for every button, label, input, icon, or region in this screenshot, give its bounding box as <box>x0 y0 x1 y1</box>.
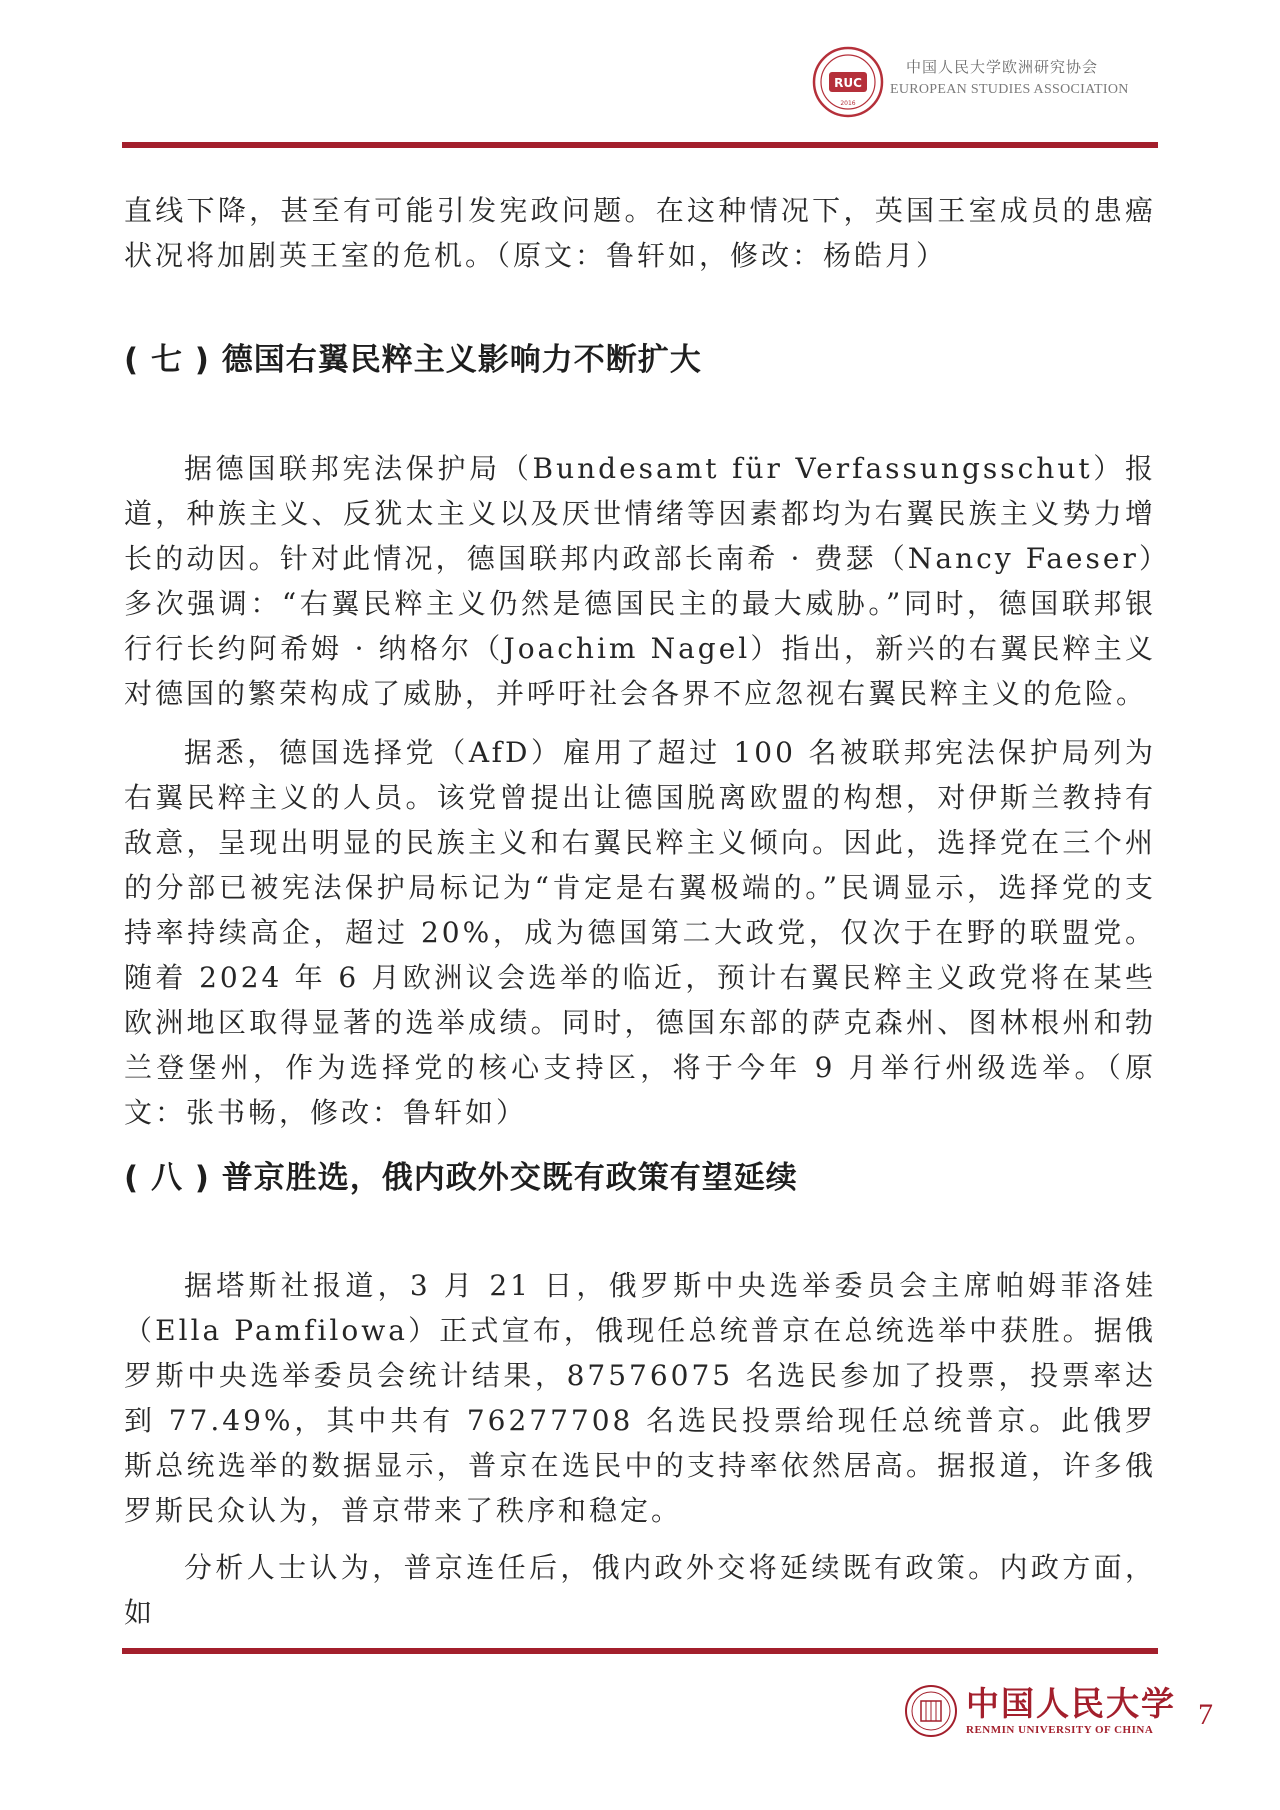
university-name-en: RENMIN UNIVERSITY OF CHINA <box>966 1724 1154 1736</box>
section-heading-7: ( 七 ) 德国右翼民粹主义影响力不断扩大 <box>124 342 702 378</box>
footer-divider <box>122 1648 1158 1654</box>
paragraph-analysis: 分析人士认为，普京连任后，俄内政外交将延续既有政策。内政方面，如 <box>124 1551 1156 1629</box>
section-heading-8: ( 八 ) 普京胜选，俄内政外交既有政策有望延续 <box>124 1160 798 1196</box>
paragraph-putin-election: 据塔斯社报道，3 月 21 日，俄罗斯中央选举委员会主席帕姆菲洛娃（Ella Pamfilowa）正式宣布，俄现任总统普京在总统选举中获胜。据俄罗斯中央选举委员会统计结果，87576075 名选民参加了投票，投票率达到 77.49%，其中共有 76277708 名选民投票给现任总统普京。此俄罗斯总统选举的数据显示，普京在选民中的支持率依然居高。据报道，许多俄罗斯民众认为，普京带来了秩序和稳定。 <box>124 1269 1156 1527</box>
paragraph-uk-royal-crisis: 直线下降，甚至有可能引发宪政问题。在这种情况下，英国王室成员的患癌状况将加剧英王室的危机。（原文：鲁轩如，修改：杨皓月） <box>124 194 1156 272</box>
logo-label: RUC <box>834 76 862 90</box>
page-number: 7 <box>1198 1698 1213 1731</box>
association-name-cn: 中国人民大学欧洲研究协会 <box>906 58 1099 76</box>
university-seal-icon <box>904 1684 958 1738</box>
association-logo <box>812 46 884 118</box>
paragraph-germany-right-wing: 据德国联邦宪法保护局（Bundesamt für Verfassungsschut）报道，种族主义、反犹太主义以及厌世情绪等因素都均为右翼民族主义势力增长的动因。针对此情况，德国联邦内政部长南希 · 费瑟（Nancy Faeser）多次强调：“右翼民粹主义仍然是德国民主的最大威胁。”同时，德国联邦银行行长约阿希姆 · 纳格尔（Joachim Nagel）指出，新兴的右翼民粹主义对德国的繁荣构成了威胁，并呼吁社会各界不应忽视右翼民粹主义的危险。 <box>124 452 1156 710</box>
paragraph-afd: 据悉，德国选择党（AfD）雇用了超过 100 名被联邦宪法保护局列为右翼民粹主义的人员。该党曾提出让德国脱离欧盟的构想，对伊斯兰教持有敌意，呈现出明显的民族主义和右翼民粹主义倾向。因此，选择党在三个州的分部已被宪法保护局标记为“肯定是右翼极端的。”民调显示，选择党的支持率持续高企，超过 20%，成为德国第二大政党，仅次于在野的联盟党。随着 2024 年 6 月欧洲议会选举的临近，预计右翼民粹主义政党将在某些欧洲地区取得显著的选举成绩。同时，德国东部的萨克森州、图林根州和勃兰登堡州，作为选择党的核心支持区，将于今年 9 月举行州级选举。（原文：张书畅，修改：鲁轩如） <box>124 736 1156 1129</box>
logo-year: 2016 <box>840 100 856 107</box>
association-name-en: EUROPEAN STUDIES ASSOCIATION <box>890 82 1129 97</box>
header-divider <box>122 142 1158 148</box>
university-name-cn: 中国人民大学 <box>966 1684 1176 1723</box>
